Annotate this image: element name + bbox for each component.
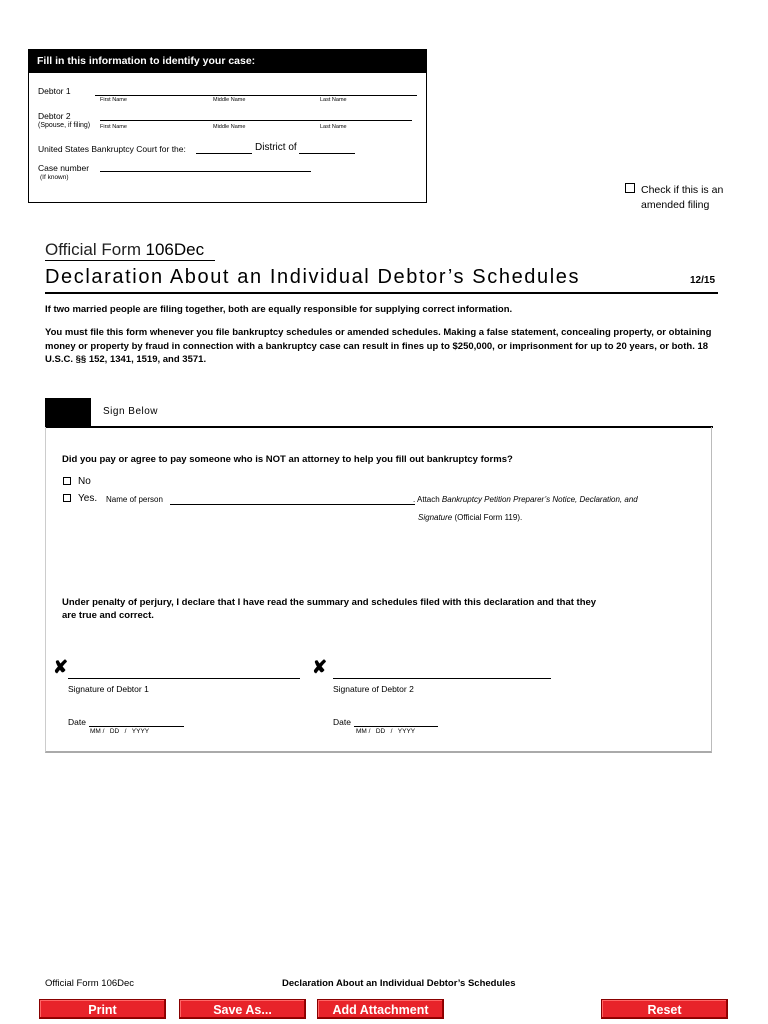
- debtor1-middle-name-label: Middle Name: [213, 97, 246, 103]
- court-district-field[interactable]: [196, 153, 252, 154]
- date1-field[interactable]: [89, 726, 184, 727]
- no-checkbox[interactable]: [63, 477, 71, 485]
- footer-form-number: Official Form 106Dec: [45, 978, 135, 989]
- intro-line: If two married people are filing together, both are equally responsible for supplying correct information.: [45, 304, 513, 315]
- date1-format: MM / DD / YYYY: [90, 728, 150, 735]
- form-date: 12/15: [690, 275, 716, 286]
- sign-below-section: [45, 427, 712, 753]
- signature1-label: Signature of Debtor 1: [68, 684, 149, 694]
- yes-label: Yes.: [78, 493, 98, 504]
- amended-label-line2: amended filing: [641, 199, 710, 211]
- amended-label-line1: Check if this is an: [641, 184, 724, 196]
- add-attachment-button[interactable]: Add Attachment: [317, 999, 444, 1019]
- intro-paragraph: You must file this form whenever you file bankruptcy schedules or amended schedules. Making a false statement, concealing property, or obtaining money or property by fraud in connection with a bankruptcy case can result in fines up to $250,000, or imprisonment for up to 20 years, or both. 18 U.S.C. §§ 152, 1341, 1519, and 3571.: [45, 327, 712, 365]
- debtor2-spouse-note: (Spouse, if filing): [38, 122, 91, 129]
- date1-label: Date: [68, 717, 86, 727]
- debtor1-last-name-label: Last Name: [320, 97, 347, 103]
- save-as-button[interactable]: Save As...: [179, 999, 306, 1019]
- debtor2-name-field[interactable]: [100, 120, 412, 121]
- debtor1-name-field[interactable]: [95, 95, 417, 96]
- print-button[interactable]: Print: [39, 999, 166, 1019]
- preparer-question: Did you pay or agree to pay someone who is NOT an attorney to help you fill out bankruptcy forms?: [62, 454, 513, 465]
- reset-button[interactable]: Reset: [601, 999, 728, 1019]
- official-form-number: 106Dec: [145, 240, 205, 259]
- attach-suffix: (Official Form 119).: [454, 513, 523, 522]
- signature1-field[interactable]: [68, 678, 300, 679]
- attach-note-line1: [413, 495, 638, 504]
- signature2-field[interactable]: [333, 678, 551, 679]
- official-form-label: [45, 240, 204, 260]
- debtor2-first-name-label: First Name: [100, 124, 127, 130]
- signature1-x-icon: ✘: [53, 657, 69, 677]
- debtor2-last-name-label: Last Name: [320, 124, 347, 130]
- debtor1-label: Debtor 1: [38, 86, 71, 96]
- name-of-person-label: Name of person: [106, 495, 163, 504]
- case-info-header: Fill in this information to identify your case:: [29, 50, 426, 73]
- case-number-if-known: (If known): [40, 174, 69, 181]
- title-rule: [45, 292, 718, 294]
- name-of-person-field[interactable]: [170, 504, 415, 505]
- attach-form-name-2: Signature: [418, 513, 453, 522]
- amended-checkbox[interactable]: [625, 183, 635, 193]
- section-number-block: [45, 398, 91, 427]
- page-title: Declaration About an Individual Debtor’s Schedules: [45, 266, 581, 288]
- court-label: United States Bankruptcy Court for the:: [38, 144, 186, 154]
- attach-form-name: Bankruptcy Petition Preparer’s Notice, Declaration, and: [441, 495, 638, 504]
- debtor2-label: Debtor 2: [38, 111, 71, 121]
- date2-field[interactable]: [354, 726, 438, 727]
- debtor2-middle-name-label: Middle Name: [213, 124, 246, 130]
- official-form-prefix: Official Form: [45, 240, 142, 259]
- case-number-field[interactable]: [100, 171, 311, 172]
- district-label: District of: [255, 142, 297, 153]
- attach-prefix: . Attach: [413, 495, 440, 504]
- attach-note-line2: [418, 513, 522, 522]
- form-number-underline: [45, 260, 215, 261]
- date2-format: MM / DD / YYYY: [356, 728, 416, 735]
- debtor1-first-name-label: First Name: [100, 97, 127, 103]
- district-field[interactable]: [299, 153, 355, 154]
- date2-label: Date: [333, 717, 351, 727]
- signature2-label: Signature of Debtor 2: [333, 684, 414, 694]
- perjury-declaration: Under penalty of perjury, I declare that I have read the summary and schedules filed with this declaration and that they are true and correct.: [62, 597, 597, 621]
- signature2-x-icon: ✘: [312, 657, 328, 677]
- footer-title: Declaration About an Individual Debtor’s Schedules: [282, 978, 516, 989]
- no-label: No: [78, 476, 91, 487]
- section-title: Sign Below: [103, 406, 159, 417]
- yes-checkbox[interactable]: [63, 494, 71, 502]
- case-number-label: Case number: [38, 163, 90, 173]
